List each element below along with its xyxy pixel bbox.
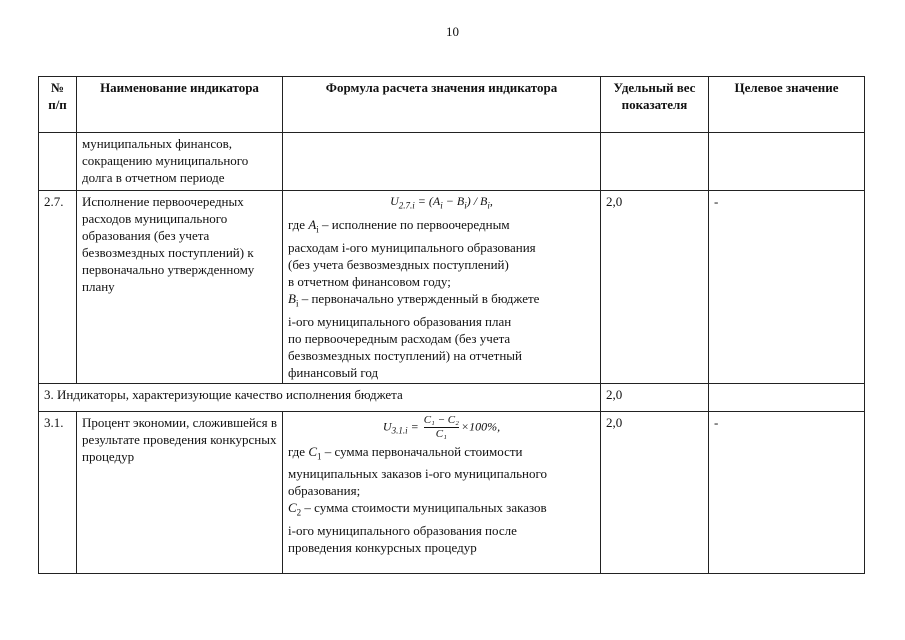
- cell-target: -: [709, 411, 865, 573]
- formula-desc-line: где $A_i$ – исполнение по первоочередным: [288, 217, 510, 235]
- table-header-row: [39, 77, 865, 133]
- formula-desc-line: i-ого муниципального образования после: [288, 522, 517, 538]
- formula-3-1: $U_{3.1.i}$ = $\frac{\text{C₁ − C₂}}{\text{C₁}}$ ×100%,: [382, 413, 501, 440]
- table-row-continued: [39, 133, 865, 191]
- table-row-section-3: [39, 383, 865, 411]
- cell-name: Исполнение первоочередных расходов муниципального образования (без учета безвозмездных поступлений) к первоначально утвержденному плану: [77, 191, 283, 384]
- formula-desc-line: образования;: [288, 483, 361, 499]
- cell-formula: [283, 133, 601, 191]
- formula-desc-line: проведения конкурсных процедур: [288, 539, 477, 555]
- formula-desc-line: безвозмездных поступлений) на отчетный: [288, 347, 522, 363]
- cell-weight: 2,0: [601, 383, 709, 411]
- table-row-2-7: [39, 191, 865, 384]
- cell-weight: 2,0: [601, 191, 709, 384]
- formula-desc-line: муниципальных заказов i-ого муниципального: [288, 466, 547, 482]
- cell-target: -: [709, 191, 865, 384]
- cell-num: 3.1.: [39, 411, 77, 573]
- formula-desc-line: финансовый год: [288, 364, 379, 380]
- table-row-3-1: [39, 411, 865, 573]
- header-formula: Формула расчета значения индикатора: [283, 77, 601, 133]
- cell-formula: [283, 411, 601, 573]
- formula-fraction: $\frac{\text{C₁ − C₂}}{\text{C₁}}$: [423, 413, 459, 440]
- indicators-table: [38, 76, 865, 574]
- cell-target: [709, 383, 865, 411]
- page-number: 10: [446, 24, 459, 39]
- formula-desc-line: по первоочередным расходам (без учета: [288, 330, 511, 346]
- header-num: № п/п: [39, 77, 77, 133]
- cell-weight: [601, 133, 709, 191]
- formula-desc-line: расходам i-ого муниципального образования: [288, 239, 536, 255]
- formula-desc-line: где $C_1$ – сумма первоначальной стоимости: [288, 443, 523, 462]
- header-target: Целевое значение: [709, 77, 865, 133]
- header-weight: Удельный вес показателя: [601, 77, 709, 133]
- formula-desc-line: i-ого муниципального образования план: [288, 313, 512, 329]
- cell-name: Процент экономии, сложившейся в результате проведения конкурсных процедур: [77, 411, 283, 573]
- cell-name: муниципальных финансов, сокращению муниципального долга в отчетном периоде: [77, 133, 283, 191]
- header-name: Наименование индикатора: [77, 77, 283, 133]
- cell-num: 2.7.: [39, 191, 77, 384]
- formula-desc-line: в отчетном финансовом году;: [288, 273, 451, 289]
- formula-desc-line: $B_i$ – первоначально утвержденный в бюджете: [288, 290, 540, 309]
- cell-num: [39, 133, 77, 191]
- formula-desc-line: $C_2$ – сумма стоимости муниципальных заказов: [288, 500, 547, 518]
- cell-weight: 2,0: [601, 411, 709, 573]
- formula-desc-line: (без учета безвозмездных поступлений): [288, 256, 509, 272]
- cell-formula: [283, 191, 601, 384]
- section-title: 3. Индикаторы, характеризующие качество исполнения бюджета: [39, 383, 601, 411]
- cell-target: [709, 133, 865, 191]
- formula-2-7: $U_{2.7.i} = (A_i - B_i) / B_i$,: [390, 194, 493, 211]
